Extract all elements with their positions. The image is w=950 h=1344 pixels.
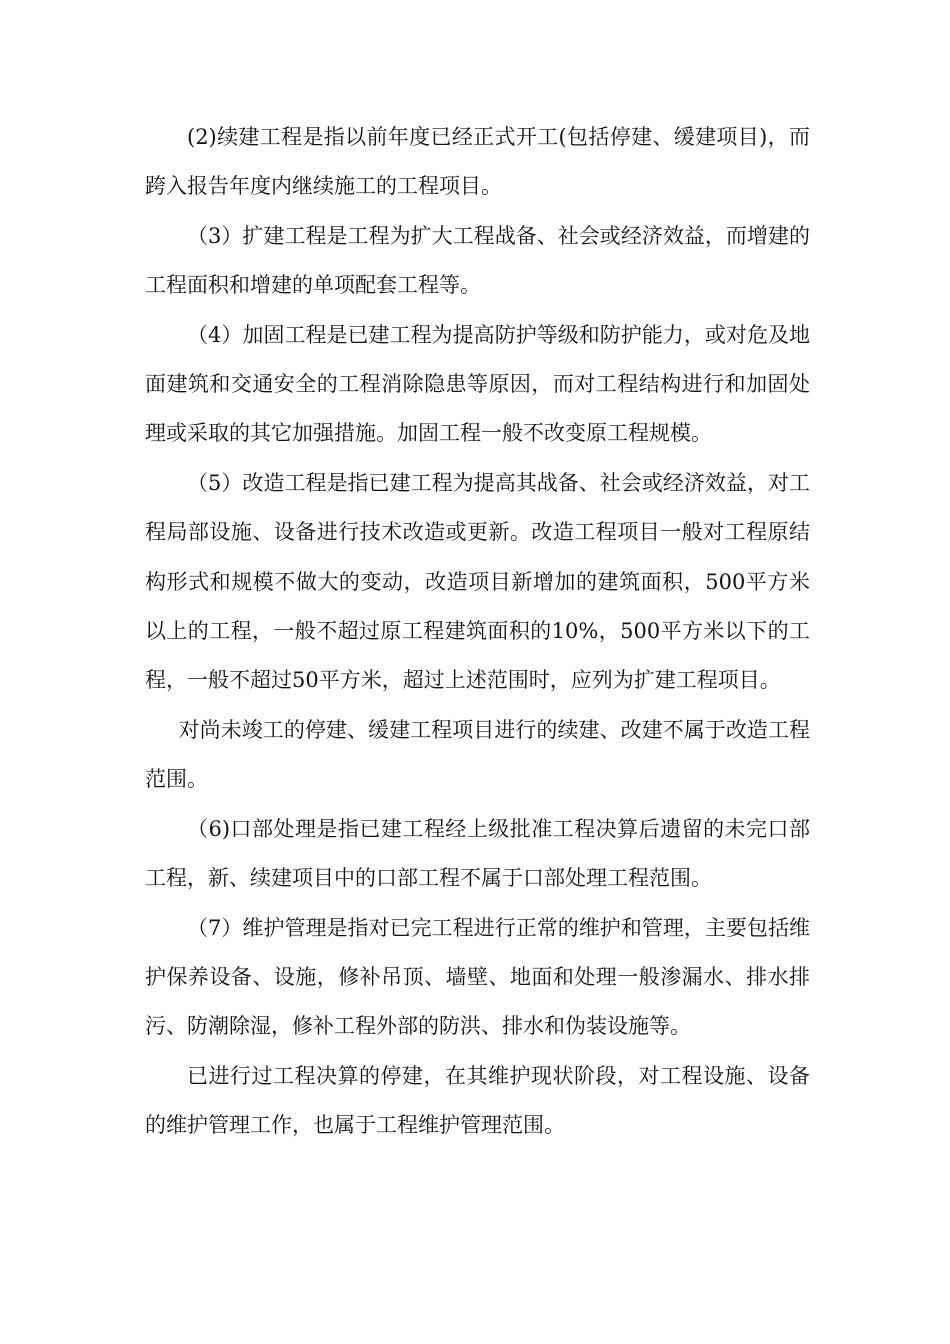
paragraph-continued-project: (2)续建工程是指以前年度已经正式开工(包括停建、缓建项目)，而跨入报告年度内继续施工的工程项目。 [145, 125, 810, 199]
paragraph-renovation-project: （5）改造工程是指已建工程为提高其战备、社会或经济效益，对工程局部设施、设备进行技术改造或更新。改造工程项目一般对工程原结构形式和规模不做大的变动，改造项目新增加的建筑面积，500平方米以上的工程，一般不超过原工程建筑面积的10%，500平方米以下的工程，一般不超过50平方米，超过上述范围时，应列为扩建工程项目。 [145, 470, 810, 693]
paragraph-expansion-project: （3）扩建工程是工程为扩大工程战备、社会或经济效益，而增建的工程面积和增建的单项配套工程等。 [145, 223, 810, 298]
paragraph-reinforcement-project: （4）加固工程是已建工程为提高防护等级和防护能力，或对危及地面建筑和交通安全的工程消除隐患等原因，而对工程结构进行和加固处理或采取的其它加强措施。加固工程一般不改变原工程规模。 [145, 322, 810, 446]
paragraph-entrance-treatment: （6)口部处理是指已建工程经上级批准工程决算后遗留的未完口部工程，新、续建项目中的口部工程不属于口部处理工程范围。 [145, 816, 810, 891]
paragraph-maintenance-management: （7）维护管理是指对已完工程进行正常的维护和管理，主要包括维护保养设备、设施，修补吊顶、墙壁、地面和处理一般渗漏水、排水排污、防潮除湿，修补工程外部的防洪、排水和伪装设施等。 [145, 915, 810, 1039]
document-page [145, 113, 810, 1151]
paragraph-maintenance-note: 已进行过工程决算的停建，在其维护现状阶段，对工程设施、设备的维护管理工作，也属于工程维护管理范围。 [145, 1063, 810, 1138]
paragraph-renovation-note: 对尚未竣工的停建、缓建工程项目进行的续建、改建不属于改造工程范围。 [145, 717, 810, 792]
